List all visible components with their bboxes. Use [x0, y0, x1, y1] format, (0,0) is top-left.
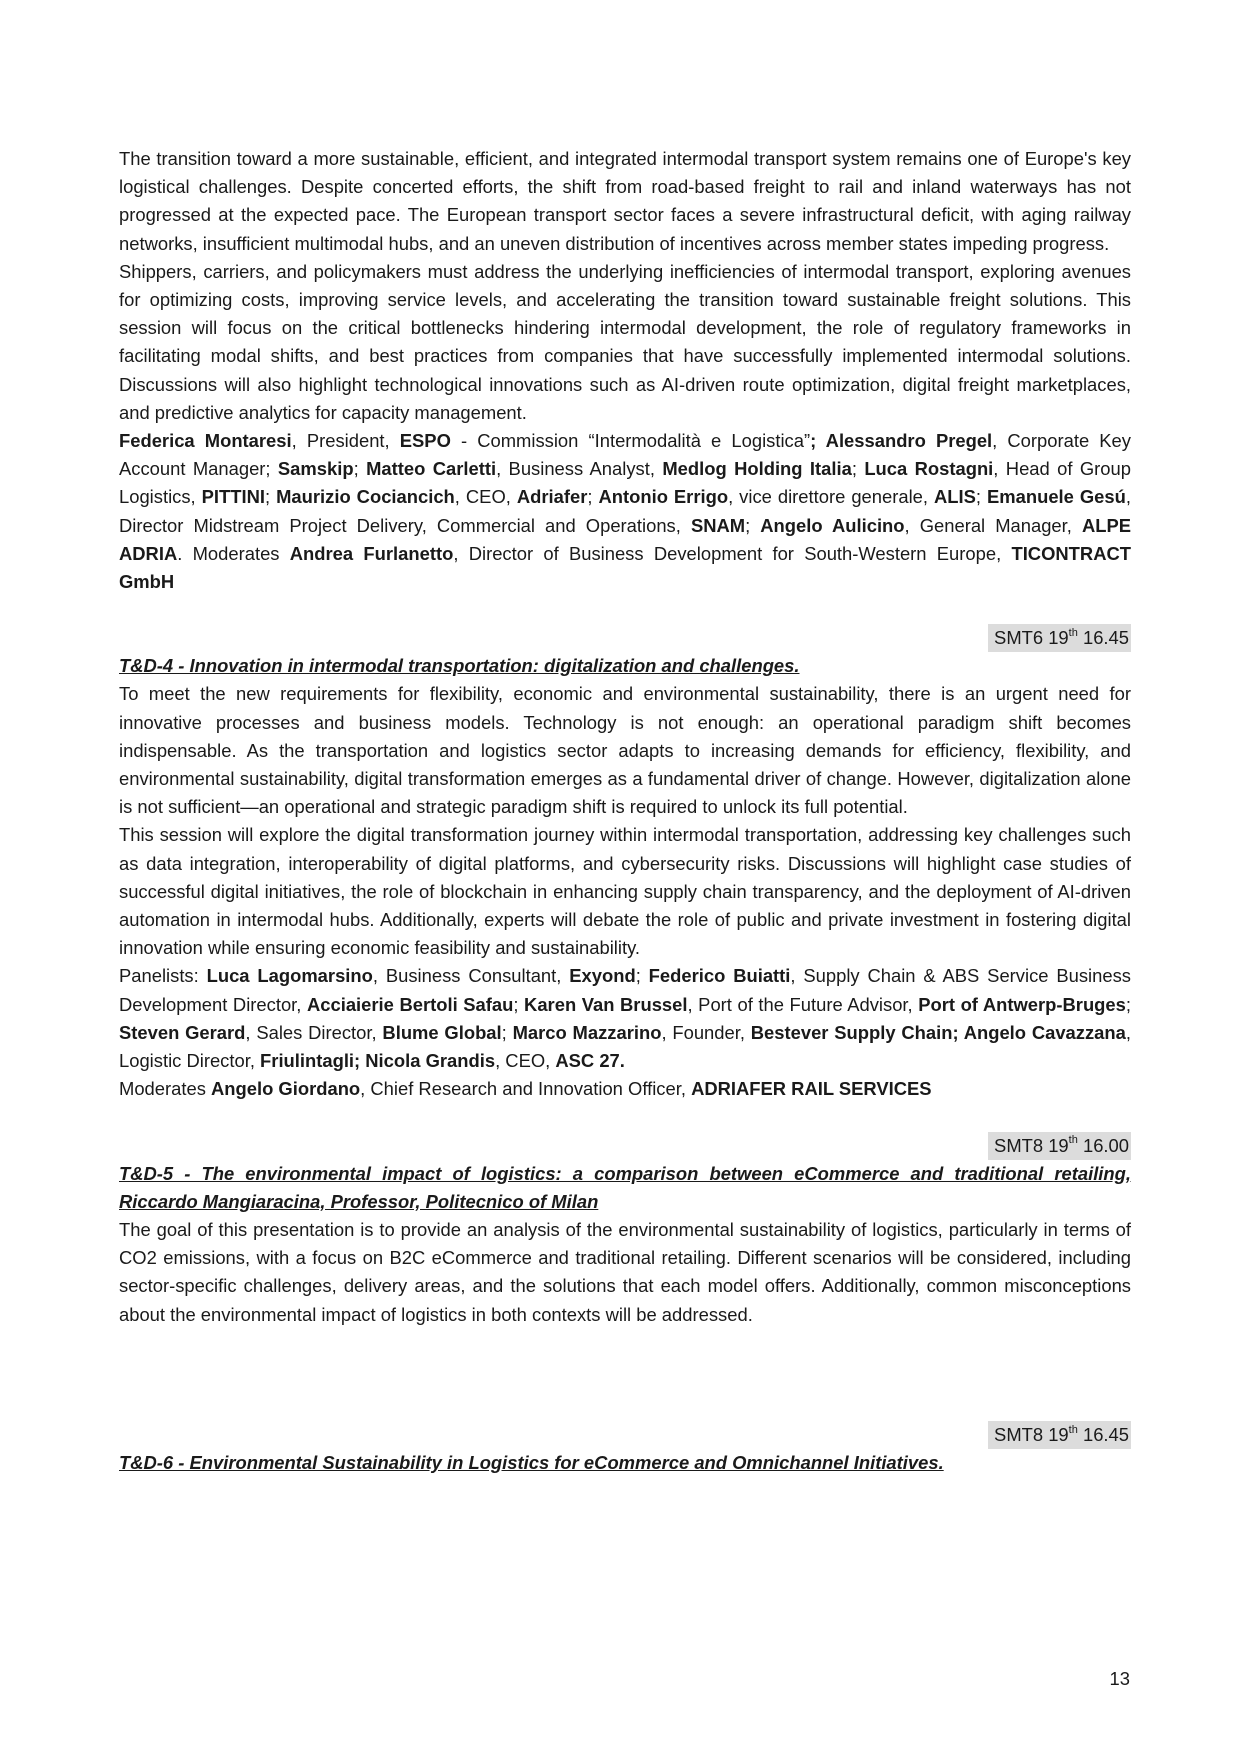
bold-run: SNAM [690, 514, 746, 536]
text-run: , Head of Group Logistics, [119, 458, 1131, 508]
bold-run: Marco Mazzarino [512, 1021, 662, 1043]
slot-time: 16.00 [1077, 1134, 1129, 1156]
page-number: 13 [1109, 1668, 1130, 1689]
bold-run: Emanuele Gesú [987, 486, 1126, 508]
text-run: ; [513, 993, 525, 1015]
text-run: ; [265, 486, 277, 508]
text-run: , Supply Chain & ABS Service Business Development Director, [119, 965, 1131, 1015]
slot-sup: th [1068, 1423, 1078, 1436]
intro-speakers [119, 427, 1131, 596]
text-run: , Director of Business Development for South-Western Europe, [453, 542, 1012, 564]
text-run: ; [635, 965, 649, 987]
bold-run: Port of Antwerp-Bruges [918, 993, 1126, 1015]
td4-paragraph-2: This session will explore the digital transformation journey within intermodal transportation, addressing key challenges such as data integration, interoperability of digital platforms, and cybersecurity risks. Discussions will highlight case studies of successful digital initiatives, the role of blockchain in enhancing supply chain transparency, and the deployment of AI-driven automation in intermodal hubs. Additionally, experts will debate the role of public and private investment in fostering digital innovation while ensuring economic feasibility and sustainability. [119, 824, 1131, 959]
bold-run: Samskip [277, 458, 354, 480]
td4-moderator [119, 1075, 1131, 1103]
bold-run: Antonio Errigo [598, 486, 729, 508]
text-run: , Director Midstream Project Delivery, Commercial and Operations, [119, 486, 1132, 536]
td4-title: T&D-4 - Innovation in intermodal transportation: digitalization and challenges. [119, 655, 800, 677]
bold-run: Friulintagli; Nicola Grandis [260, 1050, 496, 1072]
text-run: , CEO, [454, 486, 517, 508]
slot-time: 16.45 [1077, 1423, 1129, 1445]
slot-room: SMT6 19 [994, 627, 1069, 649]
text-run: , Chief Research and Innovation Officer, [360, 1078, 692, 1100]
text-run: , CEO, [495, 1050, 556, 1072]
bold-run: ALIS [934, 486, 976, 508]
text-run: , Founder, [661, 1021, 751, 1043]
bold-run: Maurizio Cociancich [276, 486, 455, 508]
slot-sup: th [1068, 627, 1078, 640]
td4-paragraph-1: To meet the new requirements for flexibility, economic and environmental sustainability, there is an urgent need for innovative processes and business models. Technology is not enough: an operational paradigm shift becomes indispensable. As the transportation and logistics sector adapts to increasing demands for efficiency, flexibility, and environmental sustainability, digital transformation emerges as a fundamental driver of change. However, digitalization alone is not sufficient—an operational and strategic paradigm shift is required to unlock its full potential. [119, 683, 1131, 818]
text-run: ; [353, 458, 367, 480]
text-run: , Business Consultant, [372, 965, 570, 987]
bold-run: Karen Van Brussel [524, 993, 688, 1015]
bold-run: PITTINI [201, 486, 265, 508]
text-run: Panelists: [119, 965, 207, 987]
intro-paragraph-1: The transition toward a more sustainable, efficient, and integrated intermodal transport system remains one of Europe's key logistical challenges. Despite concerted efforts, the shift from road-based freight to rail and inland waterways has not progressed at the expected pace. The European transport sector faces a severe infrastructural deficit, with aging railway networks, insufficient multimodal hubs, and an uneven distribution of incentives across member states impeding progress. [119, 148, 1131, 254]
bold-run: Acciaierie Bertoli Safau [306, 993, 514, 1015]
bold-run: ADRIAFER RAIL SERVICES [691, 1078, 932, 1100]
td4-panelists [119, 962, 1131, 1075]
bold-run: Adriafer [516, 486, 588, 508]
text-run: , Logistic Director, [119, 1021, 1131, 1072]
text-run: , Port of the Future Advisor, [687, 993, 919, 1015]
bold-run: ALPE ADRIA [119, 514, 1132, 564]
slot-time: 16.45 [1077, 627, 1129, 649]
bold-run: Angelo Aulicino [760, 514, 905, 536]
bold-run: Bestever Supply Chain; Angelo Cavazzana [750, 1021, 1126, 1043]
document-page [119, 145, 1131, 1477]
bold-run: Exyond [569, 965, 636, 987]
text-run: ; [587, 486, 599, 508]
intro-paragraph-2: Shippers, carriers, and policymakers must address the underlying inefficiencies of intermodal transport, exploring avenues for optimizing costs, improving service levels, and accelerating the transition toward sustainable freight solutions. This session will focus on the critical bottlenecks hindering intermodal development, the role of regulatory frameworks in facilitating modal shifts, and best practices from companies that have successfully implemented intermodal solutions. Discussions will also highlight technological innovations such as AI-driven route optimization, digital freight marketplaces, and predictive analytics for capacity management. [119, 260, 1131, 423]
spacer [119, 1329, 1131, 1421]
bold-run: Matteo Carletti [366, 458, 497, 480]
bold-run: ESPO [399, 430, 451, 452]
td5-slot [119, 1132, 1131, 1160]
bold-run: Luca Lagomarsino [206, 965, 373, 987]
text-run: , Business Analyst, [496, 458, 663, 480]
td5-paragraph-1: The goal of this presentation is to provide an analysis of the environmental sustainability of logistics, particularly in terms of CO2 emissions, with a focus on B2C eCommerce and traditional retailing. Different scenarios will be considered, including sector-specific challenges, delivery areas, and the solutions that each model offers. Additionally, common misconceptions about the environmental impact of logistics in both contexts will be addressed. [119, 1218, 1131, 1325]
bold-run: ASC 27. [555, 1050, 625, 1072]
bold-run: Federica Montaresi [119, 430, 292, 452]
bold-run: Federico Buiatti [648, 965, 791, 987]
text-run: ; [745, 514, 761, 536]
text-run: , vice direttore generale, [728, 486, 934, 508]
slot-room: SMT8 19 [994, 1134, 1069, 1156]
bold-run: TICONTRACT GmbH [119, 542, 1131, 593]
text-run: , President, [291, 430, 400, 452]
td6-slot [119, 1421, 1131, 1449]
text-run: , General Manager, [904, 514, 1082, 536]
text-run: ; [975, 486, 988, 508]
text-run: , Corporate Key Account Manager; [119, 430, 1131, 480]
slot-sup: th [1068, 1134, 1078, 1147]
bold-run: Blume Global [382, 1021, 502, 1043]
td5-title: T&D-5 - The environmental impact of logistics: a comparison between eCommerce and traditional retailing, Riccardo Mangiaracina, Professor, Politecnico of Milan [119, 1162, 1131, 1212]
text-run: - Commission “Intermodalità e Logistica” [450, 430, 811, 452]
td4-slot [119, 624, 1131, 652]
text-run: . Moderates [177, 542, 290, 564]
spacer [119, 1104, 1131, 1132]
bold-run: Steven Gerard [119, 1021, 246, 1043]
td6-title: T&D-6 - Environmental Sustainability in Logistics for eCommerce and Omnichannel Initiatives. [119, 1451, 944, 1473]
text-run: ; [851, 458, 865, 480]
bold-run: Andrea Furlanetto [289, 542, 454, 564]
text-run: Moderates [119, 1078, 211, 1100]
bold-run: Medlog Holding Italia [662, 458, 852, 480]
text-run: ; [1125, 993, 1131, 1015]
bold-run: Angelo Giordano [211, 1078, 361, 1100]
spacer [119, 596, 1131, 624]
bold-run: ; Alessandro Pregel [810, 430, 993, 452]
text-run: , Sales Director, [245, 1021, 383, 1043]
text-run: ; [501, 1021, 513, 1043]
slot-room: SMT8 19 [994, 1423, 1069, 1445]
bold-run: Luca Rostagni [864, 458, 994, 480]
